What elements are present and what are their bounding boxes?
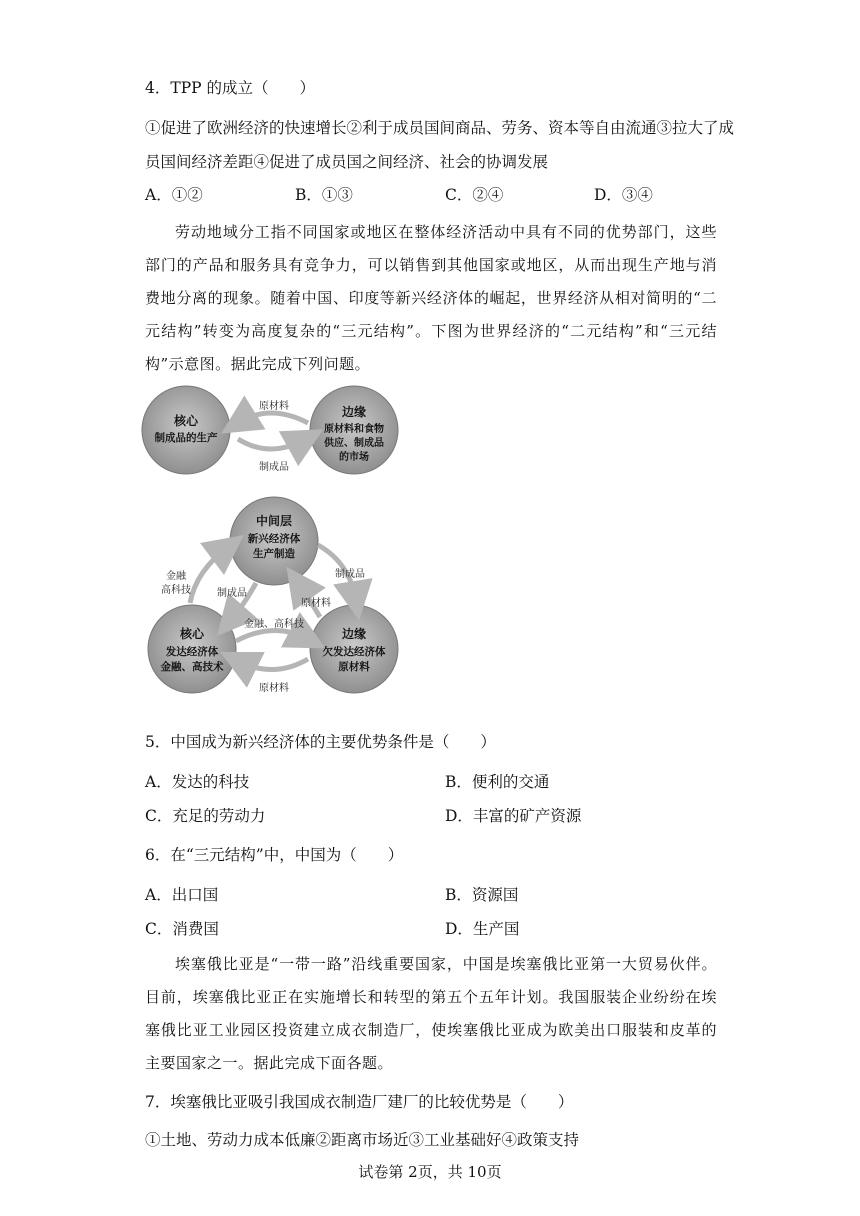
q4-statement-line-1: ①促进了欧洲经济的快速增长②利于成员国间商品、劳务、资本等自由流通③拉大了成 <box>145 119 735 137</box>
q5-option-b: B．便利的交通 <box>445 773 550 791</box>
q6-stem: 6．在“三元结构”中，中国为（ ） <box>145 846 404 864</box>
triple-label-finance: 金融 <box>166 571 186 582</box>
q6-option-b: B．资源国 <box>445 886 519 904</box>
dual-arrow-made-label: 制成品 <box>259 462 289 473</box>
q5-option-d: D．丰富的矿产资源 <box>445 807 582 825</box>
q4-option-a: A．①② <box>145 186 203 204</box>
triple-label-raw-right: 原材料 <box>301 598 331 609</box>
dual-arrow-made <box>238 439 306 449</box>
triple-edge-sub-2: 原材料 <box>338 661 370 673</box>
triple-arrow-core-to-edge <box>236 630 308 641</box>
passage-ethiopia: 埃塞俄比亚是“一带一路”沿线重要国家，中国是埃塞俄比亚第一大贸易伙伴。目前，埃塞俄比亚正在实施增长和转型的第五个五年计划。我国服装企业纷纷在埃塞俄比亚工业园区投资建立成衣制造厂，使埃塞俄比亚成为欧美出口服装和皮革的主要国家之一。据此完成下面各题。 <box>145 955 717 1072</box>
q5-stem: 5．中国成为新兴经济体的主要优势条件是（ ） <box>145 733 496 751</box>
q4-option-d: D．③④ <box>594 186 653 204</box>
triple-edge-sub-1: 欠发达经济体 <box>322 646 386 658</box>
dual-core-sub: 制成品的生产 <box>154 432 218 444</box>
q4-option-c: C．②④ <box>445 186 504 204</box>
q7-stem: 7．埃塞俄比亚吸引我国成衣制造厂建厂的比较优势是（ ） <box>145 1093 574 1111</box>
page-footer: 试卷第 2页，共 10页 <box>358 1163 502 1181</box>
q4-statement-line-2: 员国间经济差距④促进了成员国之间经济、社会的协调发展 <box>145 153 549 171</box>
dual-edge-sub-2: 供应、制成品 <box>324 438 384 449</box>
dual-edge-sub-3: 的市场 <box>339 452 369 463</box>
q7-statement-line-1: ①土地、劳动力成本低廉②距离市场近③工业基础好④政策支持 <box>145 1131 580 1149</box>
q6-option-d: D．生产国 <box>445 920 520 938</box>
dual-arrow-raw-label: 原材料 <box>259 401 289 412</box>
triple-mid-sub-1: 新兴经济体 <box>247 533 301 545</box>
triple-mid-sub-2: 生产制造 <box>253 548 295 560</box>
q5-option-a: A．发达的科技 <box>145 773 250 791</box>
dual-edge-sub-1: 原材料和食物 <box>324 424 384 435</box>
dual-core-circle <box>142 386 230 474</box>
triple-core-title: 核心 <box>179 627 205 641</box>
q6-option-c: C．消费国 <box>145 920 219 938</box>
triple-mid-title: 中间层 <box>255 514 293 528</box>
triple-label-hightech: 高科技 <box>161 585 191 596</box>
triple-arrow-edge-to-core <box>238 659 308 670</box>
dual-arrow-raw <box>238 413 308 423</box>
triple-core-sub-1: 发达经济体 <box>165 646 219 658</box>
q6-option-a: A．出口国 <box>145 886 219 904</box>
triple-core-sub-2: 金融、高技术 <box>160 661 224 673</box>
triple-edge-title: 边缘 <box>341 627 367 641</box>
q4-stem: 4．TPP 的成立（ ） <box>145 79 315 97</box>
dual-edge-title: 边缘 <box>341 405 367 419</box>
triple-label-raw-bottom: 原材料 <box>259 683 289 694</box>
dual-core-title: 核心 <box>173 414 199 428</box>
triple-label-made-left: 制成品 <box>217 588 247 599</box>
q5-option-c: C．充足的劳动力 <box>145 807 266 825</box>
triple-label-made-right: 制成品 <box>335 569 365 580</box>
triple-label-finance-tech: 金融、高科技 <box>244 619 304 630</box>
world-economy-structure-diagram <box>140 385 420 700</box>
q4-option-b: B．①③ <box>295 186 353 204</box>
passage-division-of-labor: 劳动地域分工指不同国家或地区在整体经济活动中具有不同的优势部门，这些部门的产品和服务具有竞争力，可以销售到其他国家或地区，从而出现生产地与消费地分离的现象。随着中国、印度等新兴经济体的崛起，世界经济从相对简明的“二元结构”转变为高度复杂的“三元结构”。下图为世界经济的“二元结构”和“三元结构”示意图。据此完成下列问题。 <box>145 223 717 373</box>
